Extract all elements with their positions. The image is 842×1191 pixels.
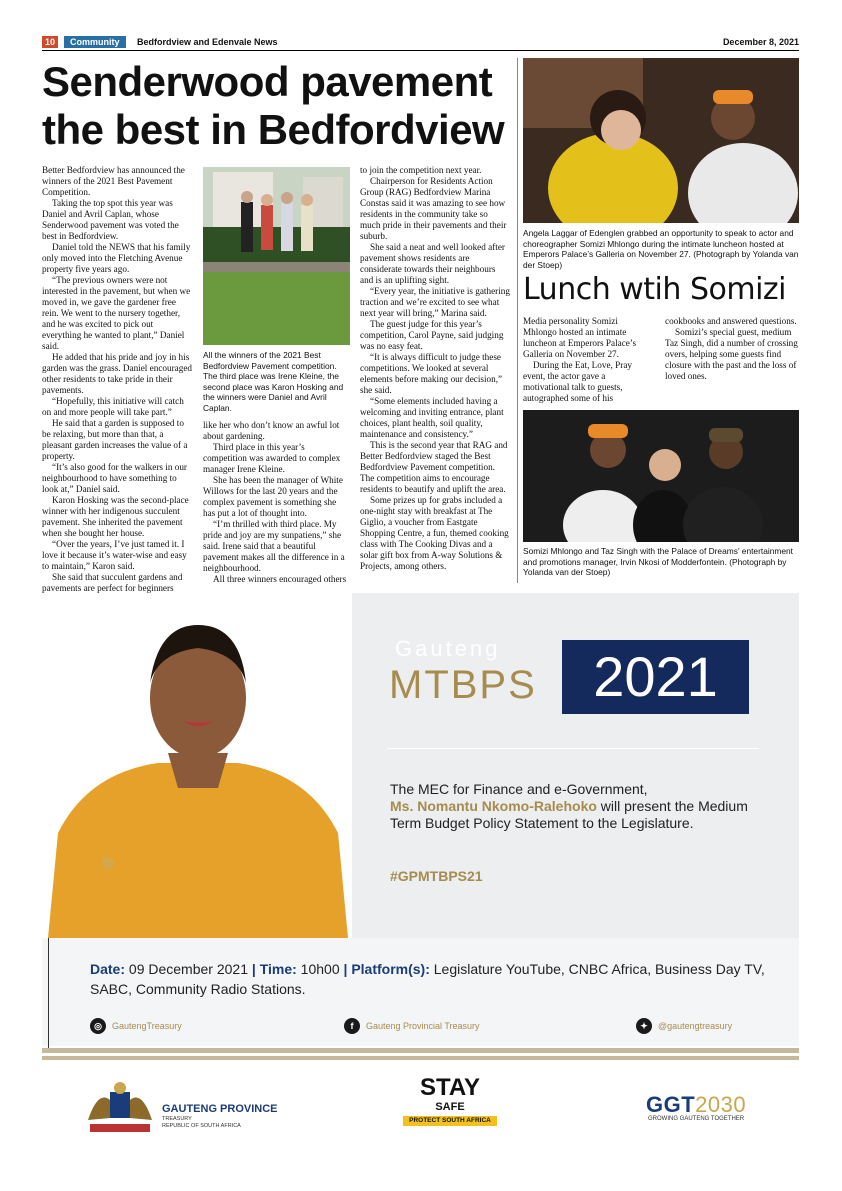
mec-name: Ms. Nomantu Nkomo-Ralehoko [390,798,597,814]
paragraph: All three winners encouraged others [213,574,347,584]
instagram-icon: ◎ [90,1018,106,1034]
paragraph: She said that succulent gardens and pavements are perfect for beginners [42,572,183,593]
republic-label: REPUBLIC OF SOUTH AFRICA [162,1122,241,1129]
mtbps-wordmark: MTBPS [389,663,537,707]
mtbps-advert [42,593,799,1063]
year-label: 2021 [593,645,718,708]
paragraph: Daniel told the NEWS that his family only moved into the Fletching Avenue property five years ago. [42,242,191,274]
paragraph: Some prizes up for grabs included a one-night stay with breakfast at The Giglio, a voucher from Eastgate Shopping Centre, a fun, themed cooking class with The Cooking Divas and a solar gift box from A-way Solutions & Projects, among others. [360,495,509,571]
paragraph: “Some elements included having a welcoming and inviting entrance, plant choices, plant health, soil quality, maintenance and consistency.” [360,396,504,439]
paragraph: Third place in this year’s competition was awarded to complex manager Irene Kleine. [203,442,341,474]
time-value: 10h00 [300,961,340,977]
gauteng-province-sub [162,1116,241,1129]
advert-body [390,781,760,832]
facebook-icon: f [344,1018,360,1034]
winners-photo-caption: All the winners of the 2021 Best Bedfordview Pavement competition. The third place was Irene Kleine, the second place was Karon Hosking and the winners were Daniel and Avril Caplan. [203,350,344,413]
advert-left-rule [48,938,49,1048]
stay-label: STAY [419,1074,481,1101]
paragraph: “Hopefully, this initiative will catch on and more people will take part.” [42,396,184,417]
social-twitter[interactable] [636,1018,732,1034]
article-column-2 [203,420,350,585]
paragraph: Chairperson for Residents Action Group (RAG) Bedfordview Marina Constas said it was amazing to see how residents in the community take so much pride in their pavements and their suburb. [360,176,507,241]
paragraph: “It is always difficult to judge these competitions. We looked at several elements before making our decision,” she said. [360,352,503,395]
lunch-headline: Lunch wtih Somizi [523,272,786,307]
paragraph: During the Eat, Love, Pray event, the actor gave a motivational talk to guests, autographed some of his [523,360,632,403]
page-number: 10 [42,36,58,48]
gauteng-wordmark: Gauteng [395,636,501,661]
stay-safe-logo [400,1076,500,1144]
somizi-photo-2 [523,410,799,542]
paragraph: cookbooks and answered questions. [665,316,797,326]
paragraph: The guest judge for this year’s competition, Carol Payne, said judging was no easy feat. [360,319,504,351]
advert-body-pre: The MEC for Finance and e-Government, [390,781,648,797]
section-label: Community [64,36,126,48]
paragraph: Somizi’s special guest, medium Taz Singh, did a number of crossing overs, helping some guests find closure with the past and the loss of loved ones. [665,327,798,381]
mec-portrait [48,603,348,938]
lunch-column-2 [665,316,799,382]
somizi-photo-1-caption: Angela Laggar of Edenglen grabbed an opportunity to speak to actor and choreographer Somizi Mhlongo during the intimate luncheon hosted at Emperors Palace’s Galleria on November 27. (Photograph by Yolanda van der Stoep) [523,228,799,270]
ggt-logo [646,1092,746,1118]
issue-date: December 8, 2021 [722,37,799,47]
advert-body-post: will present the Medium Term Budget Policy Statement to the Legislature. [390,798,748,831]
platform-value: Legislature YouTube, CNBC Africa, Business Day TV, SABC, Community Radio Stations. [90,961,765,997]
advert-footer [42,1070,799,1150]
ggt-year: 2030 [695,1092,747,1117]
article-column-3 [360,165,510,572]
column-divider [517,58,518,583]
paragraph: “Every year, the initiative is gathering traction and we’re excited to see what next year will bring,” Marina said. [360,286,510,318]
time-label: Time: [259,961,297,977]
paragraph: “Over the years, I’ve just tamed it. I love it because it’s water-wise and easy to maintain,” Karon said. [42,539,187,571]
gauteng-province-name: GAUTENG PROVINCE [162,1103,278,1115]
paragraph: Better Bedfordview has announced the winners of the 2021 Best Pavement Competition. [42,165,185,197]
platform-label: Platform(s): [351,961,430,977]
paragraph: “It’s also good for the walkers in our neighbourhood to have something to look at,” Daniel said. [42,462,187,494]
event-details: Date: 09 December 2021 | Time: 10h00 | Platform(s): Legislature YouTube, CNBC Africa, Business Day TV, SABC, Community Radio Stations. [90,961,765,997]
paragraph: Media personality Somizi Mhlongo hosted an intimate luncheon at Emperors Palace’s Galleria on November 27. [523,316,637,359]
winners-photo [203,167,350,345]
paragraph: Taking the top spot this year was Daniel and Avril Caplan, whose Senderwood pavement was voted the best in Bedfordview. [42,198,179,241]
somizi-photo-2-caption: Somizi Mhlongo and Taz Singh with the Palace of Dreams’ entertainment and promotions manager, Irvin Nkosi of Modderfontein. (Photograph by Yolanda van der Stoep) [523,546,794,577]
ggt-tagline: GROWING GAUTENG TOGETHER [648,1116,745,1122]
protect-label: PROTECT SOUTH AFRICA [403,1116,497,1126]
advert-divider [387,748,759,749]
paragraph: This is the second year that RAG and Better Bedfordview staged the Best Bedfordview Pavement competition. The competition aims to encourage residents to beautify and uplift the area. [360,440,508,494]
header-rule [42,50,799,51]
social-label: @gautengtreasury [658,1021,733,1031]
advert-hashtag: #GPMTBPS21 [390,868,483,884]
paragraph: He said that a garden is supposed to be relaxing, but more than that, a pleasant garden increases the value of a property. [42,418,188,461]
date-label: Date: [90,961,126,977]
advert-band-gap [42,1053,799,1056]
paragraph: “I’m thrilled with third place. My pride and joy are my sunpatiens,” she said. Irene said that a beautiful pavement makes all the difference in a neighbourhood. [203,519,345,573]
social-label: GautengTreasury [112,1021,182,1031]
treasury-label: TREASURY [162,1116,192,1122]
lunch-column-1 [523,316,653,404]
twitter-icon: ✦ [636,1018,652,1034]
paragraph: to join the competition next year. [360,165,482,175]
paragraph: Karon Hosking was the second-place winner with her indigenous succulent pavement. She inherited the pavement when she bought her house. [42,495,189,538]
page-header [42,36,799,50]
social-facebook[interactable] [344,1018,480,1034]
ggt-label: GGT [646,1092,696,1117]
social-instagram[interactable] [90,1018,182,1034]
social-label: Gauteng Provincial Treasury [366,1021,480,1031]
gauteng-crest-icon [84,1080,156,1138]
paragraph: He added that his pride and joy in his garden was the grass. Daniel encouraged other residents to take pride in their pavements. [42,352,193,395]
paragraph: like her who don’t know an awful lot about gardening. [203,420,340,441]
paragraph: “The previous owners were not interested in the pavement, but when we moved in, we gave the gardener free rein. We went to the nursery together, and he was excited to pick out everything he wanted to plant,” Daniel said. [42,275,191,351]
somizi-photo-1 [523,58,799,223]
article-column-1 [42,165,194,594]
paragraph: She has been the manager of White Willows for the last 20 years and the complex pavement is something she has put a lot of thought into. [203,475,343,518]
safe-label: SAFE [435,1101,465,1113]
paper-name: Bedfordview and Edenvale News [137,37,278,47]
article-headline: Senderwood pavement the best in Bedfordview [42,58,505,153]
date-value: 09 December 2021 [128,961,248,977]
paragraph: She said a neat and well looked after pavement shows residents are considerate towards their neighbours and is an uplifting sight. [360,242,505,285]
